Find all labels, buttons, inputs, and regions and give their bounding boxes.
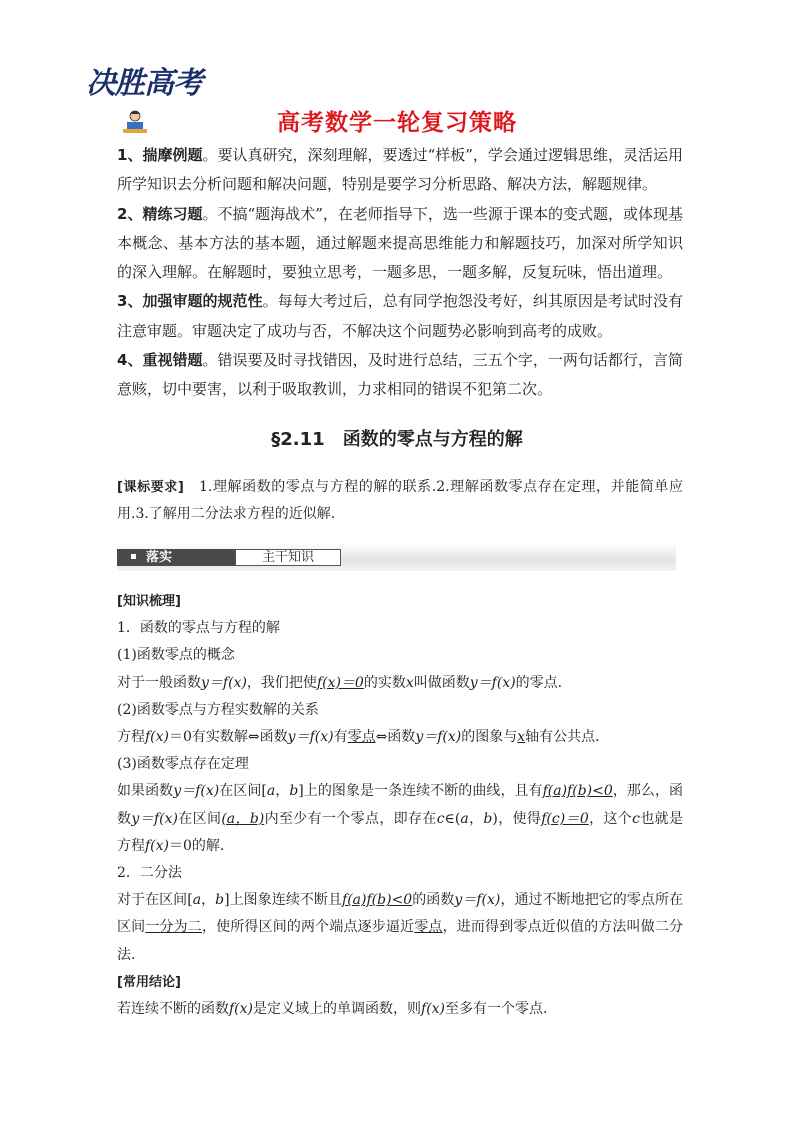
conclusion-paragraph: 若连续不断的函数f(x)是定义域上的单调函数，则f(x)至多有一个零点． — [117, 1001, 558, 1018]
section-title: §2.11 函数的零点与方程的解 — [271, 429, 523, 450]
curriculum-requirements — [117, 474, 683, 527]
requirements-tag: [课标要求] — [117, 480, 184, 495]
theorem-paragraph: 如果函数y＝f(x)在区间[a，b]上的图象是一条连续不断的曲线，且有f(a)f(b)<0，那么，函数y＝f(x)在区间(a，b)内至少有一个零点，即存在c∈(a，b)，使得f(c)＝0，这个c也就是方程f(x)＝0的解． — [117, 783, 684, 854]
knowledge-tag: [知识梳理] — [117, 594, 181, 609]
conclusion-tag: [常用结论] — [117, 974, 181, 990]
subheading-2: (2)函数零点与方程实数解的关系 — [117, 701, 319, 718]
strategy-item: 4、重视错题。错误要及时寻找错因，及时进行总结，三五个字，一两句话都行，言简意赅，切中要害，以利于吸取教训，力求相同的错误不犯第二次。 — [117, 351, 683, 399]
strategy-item: 2、精练习题。不搞“题海战术”，在老师指导下，选一些源于课本的变式题，或体现基本概念、基本方法的基本题，通过解题来提高思维能力和解题技巧，加深对所学知识的深入理解。在解题时，要独立思考，一题多思，一题多解，反复玩味，悟出道理。 — [117, 204, 683, 282]
relation-paragraph: 方程f(x)＝0有实数解⇔函数y＝f(x)有零点⇔函数y＝f(x)的图象与x轴有公共点． — [117, 729, 610, 746]
definition-paragraph: 对于一般函数y＝f(x)，我们把使f(x)＝0的实数x叫做函数y＝f(x)的零点． — [117, 674, 572, 691]
subheading-1: (1)函数零点的概念 — [117, 647, 235, 664]
bisection-paragraph: 对于在区间[a，b]上图象连续不断且f(a)f(b)<0的函数y＝f(x)，通过不断地把它的零点所在区间一分为二，使所得区间的两个端点逐步逼近零点，进而得到零点近似值的方法叫做二分法． — [117, 892, 684, 963]
logo-text: 决胜高考 — [86, 66, 202, 101]
heading-2: 2．二分法 — [117, 865, 182, 882]
requirements-text: 1.理解函数的零点与方程的解的联系.2.理解函数零点存在定理，并能简单应用.3.了解用二分法求方程的近似解. — [117, 479, 683, 522]
banner-dark-label: 落实 — [117, 549, 235, 566]
strategy-item: 1、揣摩例题。要认真研究，深刻理解，要透过“样板”，学会通过逻辑思维，灵活运用所学知识去分析问题和解决问题，特别是要学习分析思路、解决方法，解题规律。 — [117, 146, 683, 194]
heading-1: 1．函数的零点与方程的解 — [117, 620, 280, 637]
page-title: 高考数学一轮复习策略 — [277, 110, 517, 136]
subheading-3: (3)函数零点存在定理 — [117, 756, 249, 773]
banner-light-label: 主干知识 — [235, 549, 341, 566]
square-bullet-icon — [131, 554, 136, 559]
knowledge-content — [117, 588, 683, 1023]
strategy-item: 3、加强审题的规范性。每每大考过后，总有同学抱怨没考好，纠其原因是考试时没有注意审题。审题决定了成功与否，不解决这个问题势必影响到高考的成败。 — [117, 292, 683, 340]
strategy-list — [117, 141, 683, 405]
section-banner — [117, 543, 676, 571]
